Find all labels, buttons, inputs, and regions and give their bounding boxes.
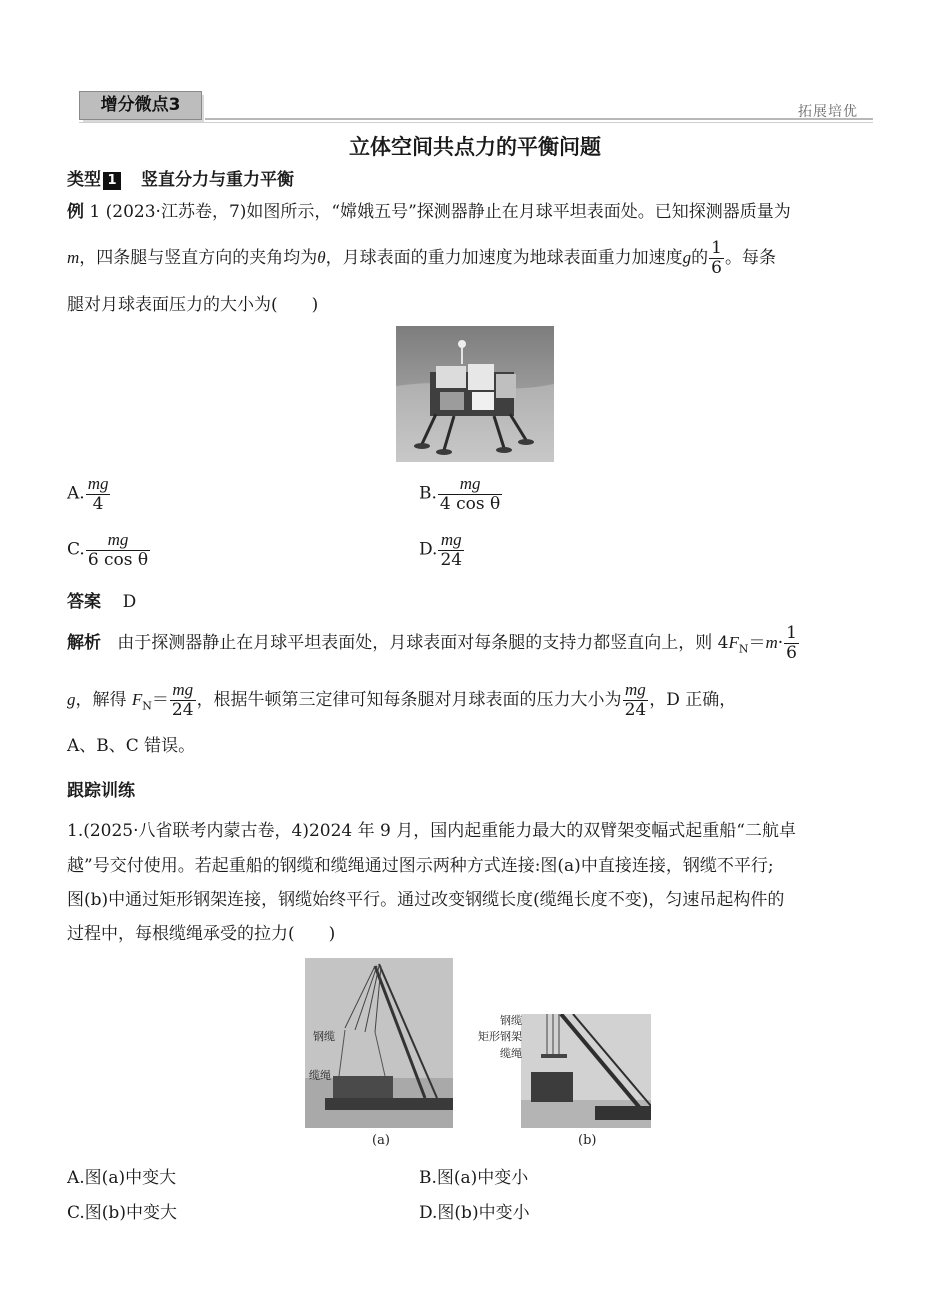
caption-b: (b)	[578, 1133, 597, 1148]
result-num-2: mg	[623, 681, 649, 701]
equals: ＝	[748, 633, 766, 653]
analysis-line-1	[67, 624, 883, 668]
example-text-2d: 。每条	[724, 248, 776, 268]
option-d-den: 24	[440, 549, 463, 570]
option-d[interactable]	[419, 531, 465, 569]
label-b-cable: 钢缆	[500, 1014, 522, 1027]
page-title: 立体空间共点力的平衡问题	[349, 135, 601, 159]
var-g-2: g	[67, 690, 76, 709]
label-b-frame: 矩形钢架	[478, 1030, 522, 1043]
header-rule-thin	[79, 122, 873, 123]
answer-label: 答案	[67, 592, 101, 612]
example-text-2a: ，四条腿与竖直方向的夹角均为	[79, 248, 318, 268]
option-b-num: mg	[438, 475, 502, 495]
label-a-cable: 钢缆	[313, 1030, 335, 1043]
q1-line-3: 图(b)中通过矩形钢架连接，钢缆始终平行。通过改变钢缆长度(缆绳长度不变)，匀速吊起构件的	[67, 890, 785, 910]
fraction-one-sixth	[709, 239, 724, 277]
analysis-text-2: ，解得	[75, 690, 132, 710]
label-b-rope: 缆绳	[500, 1047, 522, 1060]
q1-line-1: 1.(2025·八省联考内蒙古卷，4)2024 年 9 月，国内起重能力最大的双臂架变幅式起重船“二航卓	[67, 821, 796, 841]
option-b-den: 4 cos θ	[439, 493, 501, 514]
option-c-fraction	[86, 531, 150, 569]
caption-a: (a)	[372, 1133, 390, 1148]
example-label: 例	[67, 202, 84, 222]
analysis-text-4: ，D 正确，	[649, 690, 737, 710]
var-F-2: F	[131, 690, 143, 709]
option-a-num: mg	[87, 474, 109, 493]
result-fraction	[170, 681, 196, 719]
example-text-2c: 的	[691, 248, 709, 268]
option-a-label: A.	[67, 483, 85, 504]
sub-N: N	[738, 642, 749, 656]
example-number: 1	[89, 202, 101, 222]
option-c[interactable]	[67, 531, 151, 569]
analysis-label: 解析	[67, 633, 101, 653]
option-a-den: 4	[92, 493, 104, 514]
option-c-num: mg	[86, 531, 150, 551]
option-b[interactable]	[419, 475, 503, 513]
frac-num: 1	[711, 238, 722, 259]
type-prefix: 类型	[67, 170, 101, 190]
crane-photo-b	[521, 1014, 651, 1128]
var-g: g	[682, 248, 692, 267]
option-d-label: D.	[419, 539, 438, 560]
type-heading	[67, 165, 294, 190]
result-den-2: 24	[624, 700, 647, 720]
var-F: F	[728, 633, 739, 652]
var-theta: θ	[317, 248, 326, 267]
example-text-1: 如图所示，“嫦娥五号”探测器静止在月球平坦表面处。已知探测器质量为	[246, 202, 791, 222]
q1-option-c[interactable]: C.图(b)中变大	[67, 1203, 177, 1223]
var-m-2: m	[765, 633, 778, 652]
analysis-fraction	[784, 624, 799, 662]
sub-N-2: N	[142, 699, 152, 713]
option-c-den: 6 cos θ	[87, 549, 149, 570]
result-num: mg	[170, 681, 196, 701]
option-d-fraction	[438, 531, 464, 569]
q1-line-2: 越”号交付使用。若起重船的钢缆和缆绳通过图示两种方式连接:图(a)中直接连接，钢缆不平行;	[67, 856, 774, 876]
answer-line	[67, 587, 136, 612]
analysis-line-3: A、B、C 错误。	[67, 736, 196, 756]
var-m: m	[67, 248, 80, 267]
analysis-line-2	[67, 681, 883, 725]
example-line-3: 腿对月球表面压力的大小为( )	[67, 295, 319, 315]
header-right-label: 拓展培优	[798, 104, 858, 120]
equals-2: ＝	[151, 690, 169, 710]
example-source: (2023·江苏卷，7)	[105, 202, 247, 222]
type-badge: 1	[103, 172, 121, 190]
q1-option-d[interactable]: D.图(b)中变小	[419, 1203, 530, 1223]
answer-value: D	[122, 592, 137, 612]
option-b-label: B.	[419, 483, 437, 504]
q1-line-4: 过程中，每根缆绳承受的拉力( )	[67, 924, 336, 944]
frac-den: 6	[711, 258, 722, 278]
result-den: 24	[171, 700, 194, 720]
option-d-num: mg	[438, 531, 464, 551]
analysis-frac-num: 1	[786, 623, 797, 644]
example-line-1	[67, 193, 883, 231]
option-a[interactable]	[67, 475, 111, 513]
q1-option-b[interactable]: B.图(a)中变小	[419, 1168, 529, 1188]
option-a-fraction	[86, 475, 111, 513]
header-rule	[205, 118, 873, 120]
lander-photo	[396, 326, 554, 462]
option-b-fraction	[438, 475, 502, 513]
example-text-2b: ，月球表面的重力加速度为地球表面重力加速度	[325, 248, 683, 268]
header-tab: 增分微点3	[79, 91, 202, 120]
example-line-2	[67, 239, 883, 278]
result-fraction-2	[623, 681, 649, 719]
q1-option-a[interactable]: A.图(a)中变大	[67, 1168, 177, 1188]
analysis-text-3: ，根据牛顿第三定律可知每条腿对月球表面的压力大小为	[196, 690, 622, 710]
type-text: 竖直分力与重力平衡	[141, 170, 294, 190]
follow-heading: 跟踪训练	[67, 781, 135, 801]
option-c-label: C.	[67, 539, 85, 560]
analysis-frac-den: 6	[786, 643, 797, 663]
dot: ·	[777, 633, 784, 653]
label-a-rope: 缆绳	[309, 1069, 331, 1082]
analysis-text-1: 由于探测器静止在月球平坦表面处，月球表面对每条腿的支持力都竖直向上，则 4	[117, 633, 729, 653]
